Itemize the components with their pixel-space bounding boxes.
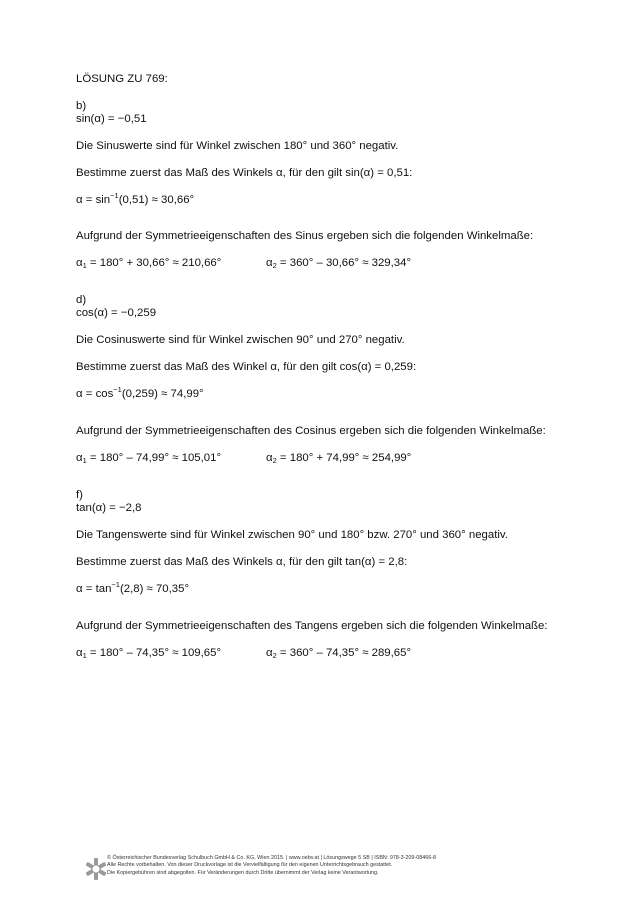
result-1 <box>76 646 221 660</box>
result-index: 2 <box>272 261 277 270</box>
inverse-exponent: −1 <box>111 580 120 589</box>
inverse-equation <box>76 387 204 401</box>
result-expression: = 180° + 30,66° ≈ 210,66° <box>86 257 222 269</box>
result-2 <box>266 646 411 660</box>
inverse-exponent: −1 <box>113 385 122 394</box>
symmetry-note: Aufgrund der Symmetrieeigenschaften des Cosinus ergeben sich die folgenden Winkelmaße: <box>76 425 546 437</box>
result-expression: = 180° – 74,35° ≈ 109,65° <box>86 647 222 659</box>
negative-note: Die Sinuswerte sind für Winkel zwischen 180° und 360° negativ. <box>76 140 399 152</box>
footer <box>107 855 607 877</box>
result-expression: = 180° + 74,99° ≈ 254,99° <box>276 452 412 464</box>
symmetry-note: Aufgrund der Symmetrieeigenschaften des Tangens ergeben sich die folgenden Winkelmaße: <box>76 620 548 632</box>
footer-copyright-line: © Österreichischer Bundesverlag Schulbuch GmbH & Co. KG, Wien 2015. | www.oebv.at | Lösungswege 5 SB | ISBN: 978-3-209-08466-8 <box>107 855 436 861</box>
footer-rights-line: Alle Rechte vorbehalten. Von dieser Druckvorlage ist die Vervielfältigung für den eigenen Unterrichtsgebrauch gestattet. <box>107 862 393 869</box>
given-equation: cos(α) = −0,259 <box>76 307 157 319</box>
negative-note: Die Tangenswerte sind für Winkel zwischen 90° und 180° bzw. 270° und 360° negativ. <box>76 529 508 541</box>
inverse-equation <box>76 193 194 207</box>
result-2 <box>266 256 411 270</box>
result-symbol: α <box>266 452 273 464</box>
part-label: b) <box>76 100 87 112</box>
step-intro: Bestimme zuerst das Maß des Winkels α, für den gilt tan(α) = 2,8: <box>76 556 408 568</box>
result-index: 2 <box>272 651 277 660</box>
step-intro: Bestimme zuerst das Maß des Winkels α, für den gilt sin(α) = 0,51: <box>76 167 413 179</box>
inverse-lhs: α = tan <box>76 583 112 595</box>
result-index: 1 <box>82 261 87 270</box>
result-expression: = 360° – 30,66° ≈ 329,34° <box>276 257 412 269</box>
result-1 <box>76 451 221 465</box>
step-intro: Bestimme zuerst das Maß des Winkel α, für den gilt cos(α) = 0,259: <box>76 361 417 373</box>
inverse-rhs: (2,8) ≈ 70,35° <box>119 583 190 595</box>
inverse-lhs: α = cos <box>76 388 114 400</box>
inverse-rhs: (0,259) ≈ 74,99° <box>121 388 204 400</box>
given-equation: tan(α) = −2,8 <box>76 502 142 514</box>
result-index: 1 <box>82 651 87 660</box>
result-1 <box>76 256 221 270</box>
inverse-equation <box>76 582 189 596</box>
publisher-logo-icon <box>86 858 106 880</box>
result-expression: = 180° – 74,99° ≈ 105,01° <box>86 452 222 464</box>
given-equation: sin(α) = −0,51 <box>76 113 147 125</box>
part-label: f) <box>76 489 83 501</box>
inverse-lhs: α = sin <box>76 194 111 206</box>
page-title: LÖSUNG ZU 769: <box>76 73 168 85</box>
inverse-rhs: (0,51) ≈ 30,66° <box>118 194 195 206</box>
result-symbol: α <box>76 257 83 269</box>
footer-disclaimer-line: Die Kopiergebühren sind abgegolten. Für Veränderungen durch Dritte übernimmt der Verlag keine Verantwortung. <box>107 869 379 876</box>
result-index: 2 <box>272 456 277 465</box>
negative-note: Die Cosinuswerte sind für Winkel zwischen 90° und 270° negativ. <box>76 334 405 346</box>
part-label: d) <box>76 294 87 306</box>
result-symbol: α <box>266 647 273 659</box>
result-symbol: α <box>266 257 273 269</box>
inverse-exponent: −1 <box>110 191 119 200</box>
result-index: 1 <box>82 456 87 465</box>
result-symbol: α <box>76 452 83 464</box>
result-expression: = 360° – 74,35° ≈ 289,65° <box>276 647 412 659</box>
result-symbol: α <box>76 647 83 659</box>
result-2 <box>266 451 411 465</box>
symmetry-note: Aufgrund der Symmetrieeigenschaften des Sinus ergeben sich die folgenden Winkelmaße: <box>76 230 534 242</box>
